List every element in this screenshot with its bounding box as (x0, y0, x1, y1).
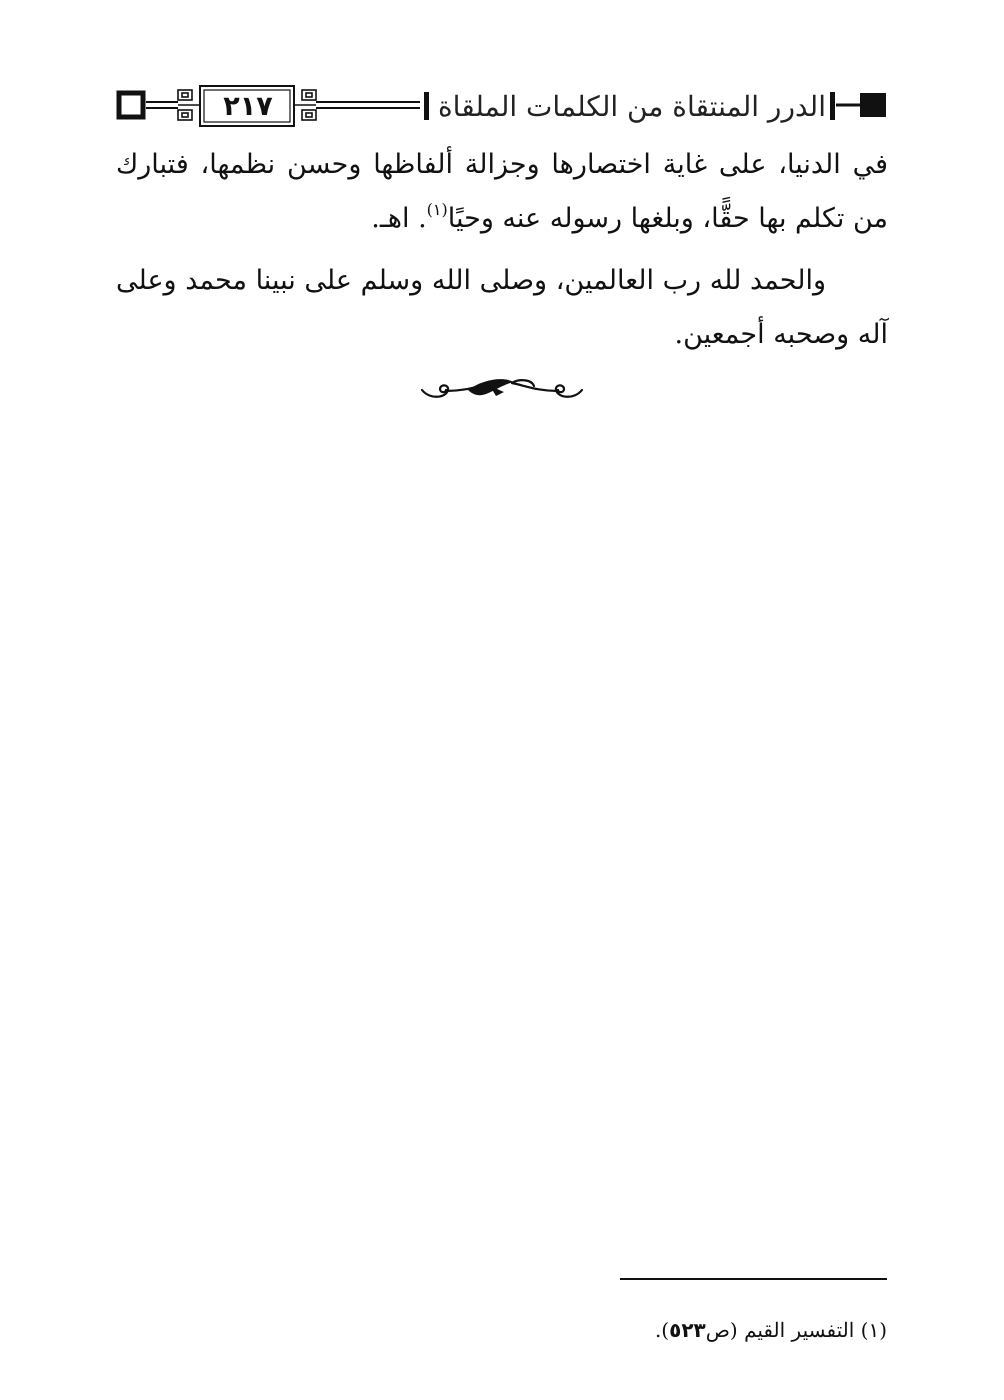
main-text (116, 138, 888, 362)
footnote-separator (620, 1278, 887, 1280)
paragraph-1 (116, 138, 888, 246)
paragraph-1-tail: . اهـ. (371, 203, 427, 234)
page-number: ٢١٧ (223, 90, 273, 122)
closing-ornament-icon (416, 370, 588, 404)
right-fret-ornament (294, 90, 316, 120)
footnote-reference[interactable]: (١) (426, 200, 448, 219)
header-left-square (119, 93, 143, 117)
footnote-text: التفسير القيم (ص (705, 1318, 855, 1342)
footnote-marker: (١) (860, 1318, 887, 1342)
paragraph-1-text: في الدنيا، على غاية اختصارها وجزالة ألفاظها وحسن نظمها، فتبارك من تكلم بها حقًّا، وبلغها رسوله عنه وحيًا (116, 149, 888, 234)
running-header (116, 84, 888, 128)
left-fret-ornament (178, 90, 200, 120)
header-right-square (860, 93, 886, 117)
footnote-page: ٥٢٣ (669, 1318, 706, 1342)
paragraph-2: والحمد لله رب العالمين، وصلى الله وسلم على نبينا محمد وعلى آله وصحبه أجمعين. (116, 265, 888, 350)
book-title: الدرر المنتقاة من الكلمات الملقاة (438, 89, 826, 123)
footnote-close: ). (654, 1318, 670, 1342)
footnote-1 (520, 1314, 887, 1346)
